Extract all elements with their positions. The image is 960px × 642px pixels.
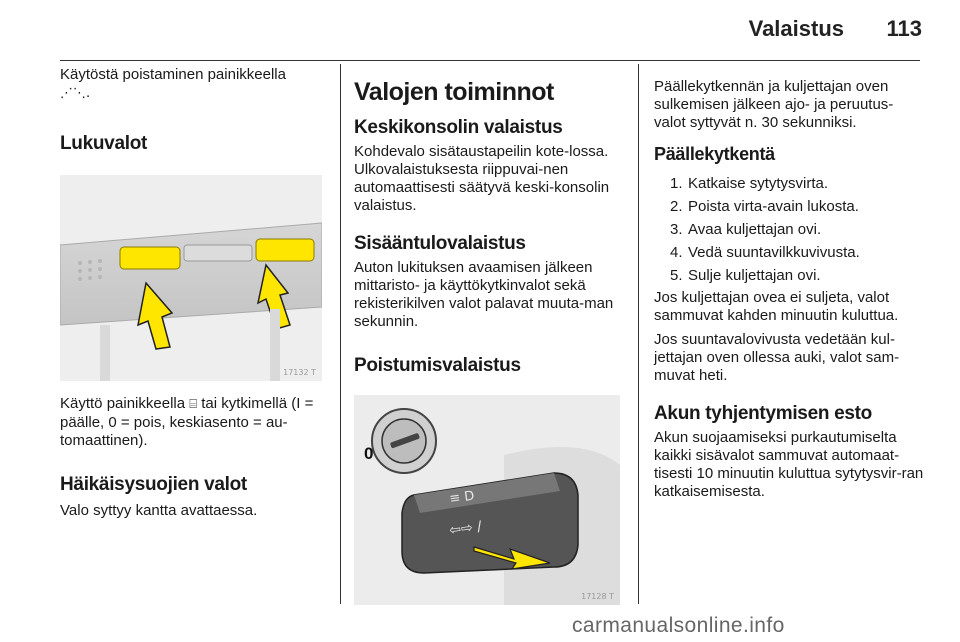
exit-heading: Poistumisvalaistus — [354, 355, 521, 376]
column-divider-left — [340, 64, 341, 604]
reading-lights-heading: Lukuvalot — [60, 133, 148, 154]
list-item: 5. Sulje kuljettajan ovi. — [670, 267, 821, 284]
activation-steps — [654, 175, 924, 285]
console-text: Kohdevalo sisätaustapeilin kote-lossa. Ulkovalaistuksesta riippuvai-nen automaattisesti säätyvä keski-konsolin valaistus. — [354, 143, 610, 214]
chapter-title: Valaistus — [748, 16, 844, 41]
console-heading: Keskikonsolin valaistus — [354, 117, 563, 138]
figure-number: 17128 T — [581, 592, 614, 601]
entry-heading: Sisääntulovalaistus — [354, 233, 526, 254]
intro-paragraph: Käytöstä poistaminen painikkeella ⋰⋱. — [60, 66, 286, 101]
reading-lights-figure — [60, 175, 322, 381]
column-1 — [60, 66, 330, 520]
activation-note-1: Jos kuljettajan ovea ei suljeta, valot sammuvat kahden minuutin kuluttua. — [654, 289, 899, 324]
figure-number: 17132 T — [283, 368, 316, 377]
page-header — [0, 12, 960, 52]
column-2 — [354, 78, 620, 605]
reading-lights-text: Käyttö painikkeella ⌸ tai kytkimellä (I = päälle, 0 = pois, keskiasento = au-tomaattinen). — [60, 395, 314, 449]
header-divider — [60, 60, 920, 61]
sun-visor-heading: Häikäisysuojien valot — [60, 474, 247, 495]
list-item: 1. Katkaise sytytysvirta. — [670, 175, 829, 192]
exit-lighting-figure — [354, 395, 620, 605]
svg-text:≡ D: ≡ D — [448, 488, 476, 507]
list-item: 3. Avaa kuljettajan ovi. — [670, 221, 822, 238]
exit-lighting-text: Päällekytkennän ja kuljettajan oven sulkemisen jälkeen ajo- ja peruutus-valot syttyvät n. 30 sekunniksi. — [654, 78, 894, 131]
page-number: 113 — [886, 16, 922, 41]
column-divider-right — [638, 64, 639, 604]
sun-visor-text: Valo syttyy kantta avattaessa. — [60, 502, 258, 519]
list-item: 2. Poista virta-avain lukosta. — [670, 198, 859, 215]
battery-text: Akun suojaamiseksi purkautumiselta kaikki sisävalot sammuvat automaat-tisesti 10 minuutin kuluttua sytytysvir-ran katkaisemisesta. — [654, 429, 924, 500]
activation-note-2: Jos suuntavalovivusta vedetään kul-jettajan oven ollessa auki, valot sam-muvat heti. — [654, 331, 900, 384]
column-3 — [654, 78, 924, 501]
watermark: carmanualsonline.info — [572, 614, 785, 637]
dome-light-off-icon: ⋰⋱ — [60, 86, 86, 101]
list-item: 4. Vedä suuntavilkkuvivusta. — [670, 244, 860, 261]
indicator-stalk-illustration — [354, 395, 620, 605]
switch-position-label: 0 — [364, 444, 374, 463]
right-reading-light-button — [256, 239, 314, 261]
svg-text:⇦⇨ ∕: ⇦⇨ ∕ — [448, 518, 483, 539]
reading-light-icon: ⌸ — [189, 397, 198, 412]
entry-text: Auton lukituksen avaamisen jälkeen mittaristo- ja käyttökytkinvalot sekä rekisterikilven valot palavat muuta-man sekunnin. — [354, 259, 614, 330]
main-heading: Valojen toiminnot — [354, 78, 554, 106]
reading-lights-illustration — [60, 175, 322, 381]
left-reading-light-button — [120, 247, 180, 269]
activation-heading: Päällekytkentä — [654, 144, 775, 164]
battery-heading: Akun tyhjentymisen esto — [654, 403, 872, 424]
